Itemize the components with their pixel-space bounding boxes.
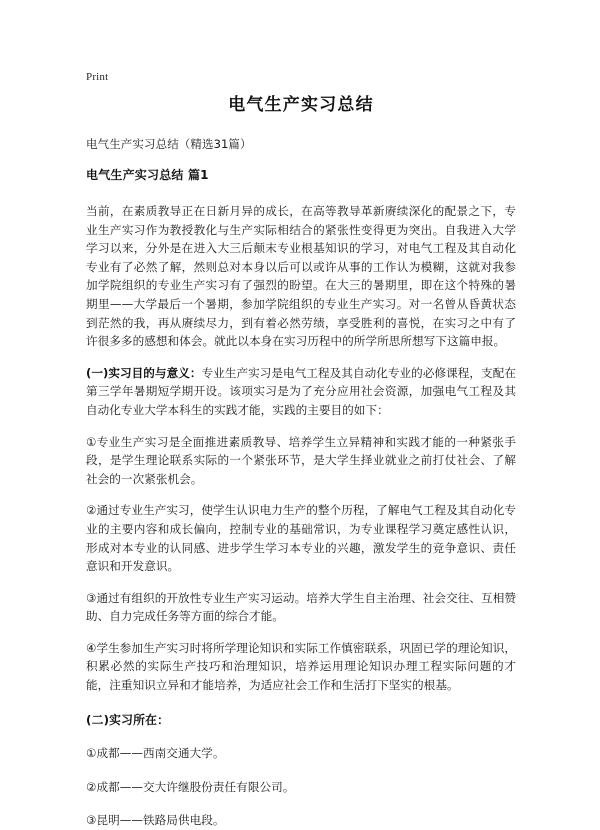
section-heading: 电气生产实习总结 篇1: [86, 168, 209, 182]
page-title: 电气生产实习总结: [228, 95, 374, 115]
purpose-item-4: ④学生参加生产实习时将所学理论知识和实际工作慎密联系，巩固已学的理论知识，积累必然的实际生产技巧和治理知识，培养运用理论知识办理工程实际问题的才能，注重知识立异和才能培养，为适应社会工作和生活打下坚实的根基。: [86, 640, 516, 693]
location-item-2: ②成都——交大许继股份责任有限公司。: [86, 779, 295, 794]
purpose-item-2: ②通过专业生产实习，使学生认识电力生产的整个历程，了解电气工程及其自动化专业的主要内容和成长偏向，控制专业的基础常识，为专业课程学习奠定感性认识，形成对本专业的认同感、进步学生学习本专业的兴趣，激发学生的竞争意识、责任意识和开发意识。: [86, 503, 516, 574]
location-section-label: (二)实习所在：: [86, 712, 170, 727]
location-item-3: ③昆明——铁路局供电段。: [86, 813, 225, 828]
purpose-section-label: (一)实习目的与意义：: [86, 365, 202, 380]
purpose-section-paragraph: [86, 364, 516, 420]
location-item-1: ①成都——西南交通大学。: [86, 746, 225, 761]
purpose-section-text: 专业生产实习是电气工程及其自动化专业的必修课程，支配在第三学年暑期短学期开设。该项实习是为了充分应用社会资源，加强电气工程及其自动化专业大学本科生的实践才能，实践的主要目的如下：: [86, 365, 516, 417]
document-subtitle: 电气生产实习总结（精选31篇）: [86, 137, 252, 151]
document-content: [86, 92, 516, 830]
purpose-item-1: ①专业生产实习是全面推进素质教导、培养学生立异精神和实践才能的一种紧张手段，是学生理论联系实际的一个紧张环节，是大学生择业就业之前打仗社会、了解社会的一次紧张机会。: [86, 434, 516, 486]
print-button[interactable]: Print: [86, 71, 109, 83]
purpose-item-3: ③通过有组织的开放性专业生产实习运动。培养大学生自主治理、社会交往、互相赞助、自力完成任务等方面的综合才能。: [86, 590, 516, 624]
intro-paragraph: 当前，在素质教导正在日新月异的成长，在高等教导革新赓续深化的配景之下，专业生产实习作为教授教化与生产实际相结合的紧张性变得更为突出。自我进入大学学习以来，分外是在进入大三后颠末专业根基知识的学习，对电气工程及其自动化专业有了必然了解，然则总对本身以后可以或许从事的工作认为模糊，这就对我参加学院组织的专业生产实习有了强烈的盼望。在大三的暑期里，即在这个特殊的暑期里——大学最后一个暑期，参加学院组织的专业生产实习。对一名曾从昏黄状态到茫然的我，再从赓续尽力，到有着必然劳绩，享受胜利的喜悦，在实习之中有了许很多多的感想和体会。就此以本身在实习历程中的所学所思所想写下这篇申报。: [86, 204, 516, 349]
